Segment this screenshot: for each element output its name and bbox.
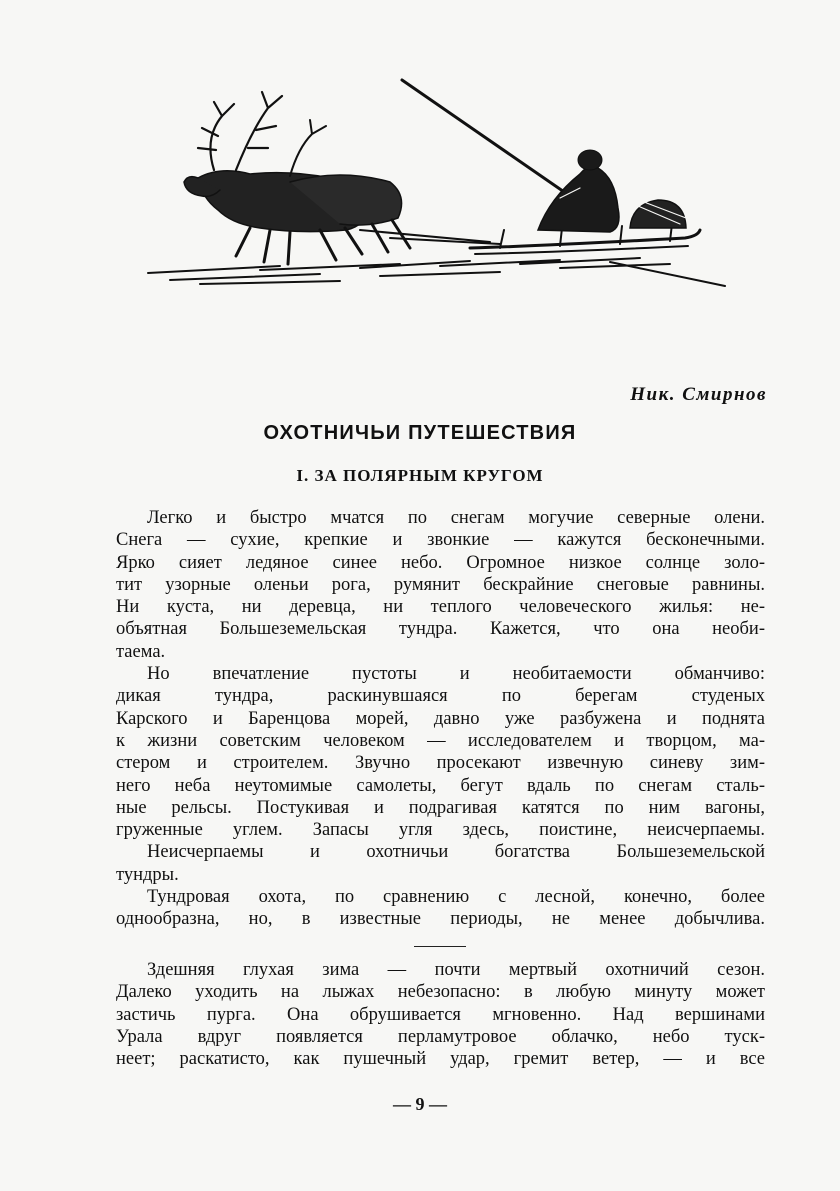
text-line: Ни куста, ни деревца, ни теплого человеческого жилья: не-	[116, 597, 765, 618]
text-line: дикая тундра, раскинувшаяся по берегам студеных	[116, 686, 765, 707]
text-line: объятная Большеземельская тундра. Кажется, что она необи-	[116, 619, 765, 640]
text-line: застичь пурга. Она обрушивается мгновенно. Над вершинами	[116, 1004, 765, 1025]
text-line: Карского и Баренцова морей, давно уже разбужена и поднята	[116, 708, 765, 729]
text-line: Легко и быстро мчатся по снегам могучие северные олени.	[147, 508, 765, 528]
text-line: Здешняя глухая зима — почти мертвый охотничий сезон.	[147, 960, 765, 980]
section-divider	[414, 946, 466, 947]
text-line: Снега — сухие, крепкие и звонкие — кажутся бесконечными.	[116, 530, 765, 551]
text-line: него неба неутомимые самолеты, бегут вдаль по снегам сталь-	[116, 775, 765, 796]
story-title: ОХОТНИЧЬИ ПУТЕШЕСТВИЯ	[263, 422, 577, 444]
text-line: Неисчерпаемы и охотничьи богатства Большеземельской	[147, 842, 765, 863]
text-line: к жизни советским человеком — исследователем и творцом, ма-	[116, 730, 765, 751]
text-line: Урала вдруг появляется перламутровое облачко, небо туск-	[116, 1026, 765, 1047]
text-line: тит узорные оленьи рога, румянит бескрайние снеговые равнины.	[116, 574, 765, 595]
text-line: груженные углем. Запасы угля здесь, поистине, неисчерпаемы.	[116, 820, 765, 841]
author-name: Ник. Смирнов	[630, 384, 767, 405]
text-line: Тундровая охота, по сравнению с лесной, конечно, более	[147, 887, 765, 908]
text-line: Ярко сияет ледяное синее небо. Огромное низкое солнце золо-	[116, 552, 765, 573]
text-line: Далеко уходить на лыжах небезопасно: в любую минуту может	[116, 982, 765, 1003]
text-line: однообразна, но, в известные периоды, не менее добычлива.	[116, 909, 765, 930]
text-line: таема.	[116, 641, 166, 662]
reindeer-sled-illustration	[140, 78, 740, 298]
page-number: — 9 —	[393, 1094, 447, 1114]
text-line: тундры.	[116, 864, 179, 885]
text-line: неет; раскатисто, как пушечный удар, гремит ветер, — и все	[116, 1049, 765, 1070]
text-line: ные рельсы. Постукивая и подрагивая катятся по ним вагоны,	[116, 797, 765, 818]
body-text	[116, 959, 765, 1070]
text-line: Но впечатление пустоты и необитаемости обманчиво:	[147, 664, 765, 685]
body-text	[116, 507, 765, 931]
chapter-heading: I. ЗА ПОЛЯРНЫМ КРУГОМ	[296, 466, 544, 485]
text-line: стером и строителем. Звучно просекают извечную синеву зим-	[116, 753, 765, 774]
